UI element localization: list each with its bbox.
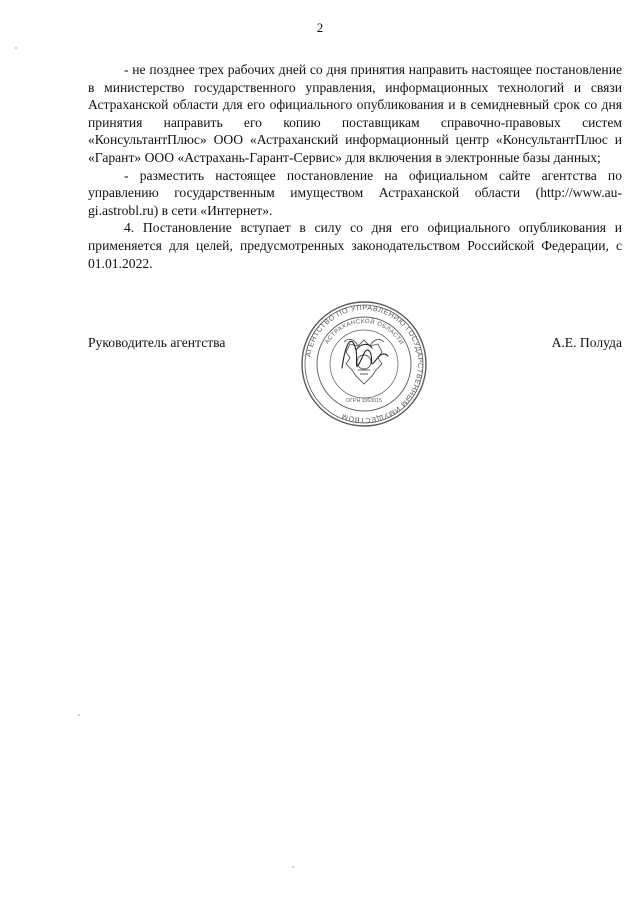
seal-registration-number: ОГРН 1063015 (346, 398, 382, 404)
scan-speck (78, 714, 80, 716)
seal-inner-text: АСТРАХАНСКОЙ ОБЛАСТИ (324, 318, 405, 347)
page-number: 2 (316, 20, 324, 35)
seal-outer-text: АГЕНТСТВО ПО УПРАВЛЕНИЮ ГОСУДАРСТВЕННЫМ ИМУЩЕСТВОМ (303, 302, 426, 426)
signer-position: Руководитель агентства (88, 335, 226, 350)
signer-name: А.Е. Полуда (551, 335, 622, 350)
scan-speck (15, 47, 17, 49)
document-body (88, 61, 622, 272)
coat-of-arms-icon (344, 339, 384, 384)
paragraph-publication: - не позднее трех рабочих дней со дня принятия направить настоящее постановление в министерство государственного управления, информационных технологий и связи Астраханской области для его официального опубликования и в семидневный срок со дня принятия направить его копию поставщикам справочно-правовых систем «КонсультантПлюс» ООО «Астраханский информационный центр «КонсультантПлюс и «Гарант» ООО «Астрахань-Гарант-Сервис» для включения в электронные базы данных; (88, 62, 622, 165)
scan-speck (292, 866, 294, 868)
official-seal-stamp (298, 300, 430, 428)
paragraph-website: - разместить настоящее постановление на официальном сайте агентства по управлению государственным имуществом Астраханской области (http://www.augi.astrobl.ru) в сети «Интернет». (88, 167, 622, 218)
paragraph-effective-date: 4. Постановление вступает в силу со дня его официального опубликования и применяется для целей, предусмотренных законодательством Российской Федерации, с 01.01.2022. (88, 220, 622, 271)
